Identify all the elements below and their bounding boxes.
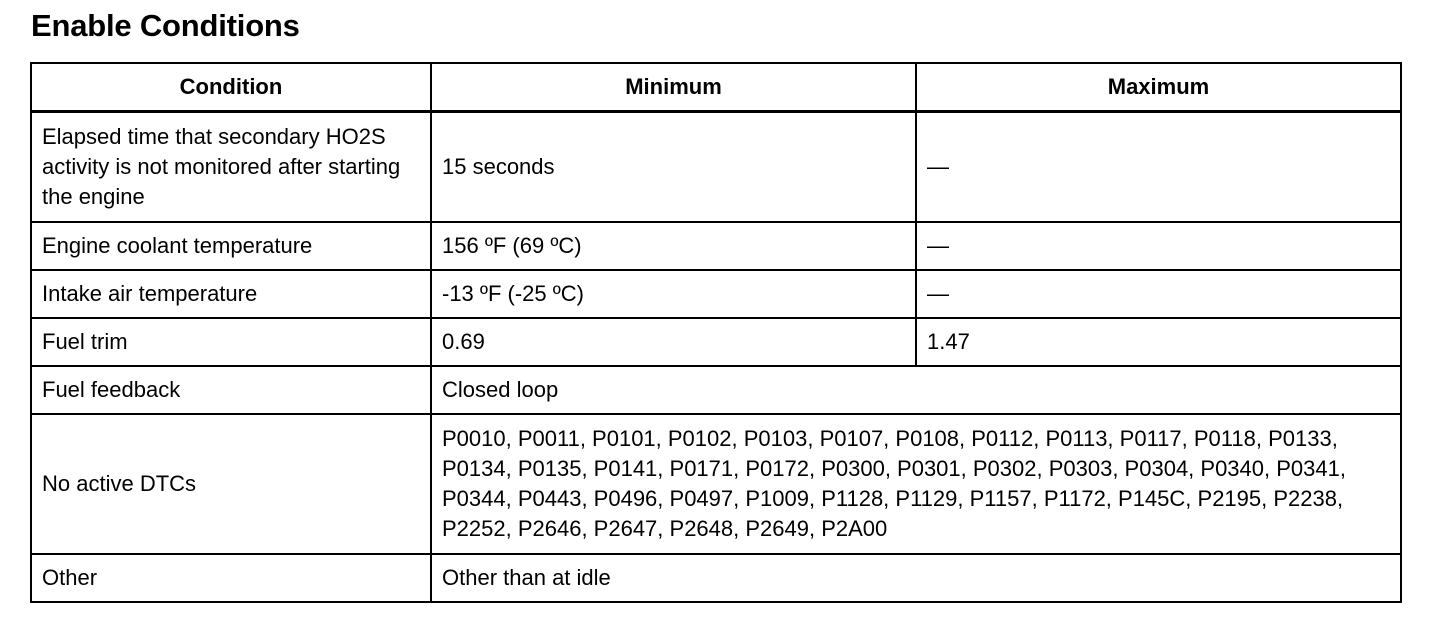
minimum-cell: 156 ºF (69 ºC) bbox=[431, 222, 916, 270]
table-row bbox=[31, 270, 1401, 318]
table-row bbox=[31, 554, 1401, 602]
maximum-cell: — bbox=[916, 112, 1401, 223]
condition-cell: Elapsed time that secondary HO2S activity is not monitored after starting the engine bbox=[31, 112, 431, 223]
condition-cell: Intake air temperature bbox=[31, 270, 431, 318]
column-header-minimum: Minimum bbox=[431, 63, 916, 112]
page-title: Enable Conditions bbox=[31, 8, 300, 43]
dtc-list-cell: P0010, P0011, P0101, P0102, P0103, P0107, P0108, P0112, P0113, P0117, P0118, P0133, P0134, P0135, P0141, P0171, P0172, P0300, P0301, P0302, P0303, P0304, P0340, P0341, P0344, P0443, P0496, P0497, P1009, P1128, P1129, P1157, P1172, P145C, P2195, P2238, P2252, P2646, P2647, P2648, P2649, P2A00 bbox=[431, 414, 1401, 554]
value-cell: Other than at idle bbox=[431, 554, 1401, 602]
condition-cell: Other bbox=[31, 554, 431, 602]
column-header-maximum: Maximum bbox=[916, 63, 1401, 112]
minimum-cell: 15 seconds bbox=[431, 112, 916, 223]
condition-cell: No active DTCs bbox=[31, 414, 431, 554]
table-header-row bbox=[31, 63, 1401, 112]
maximum-cell: — bbox=[916, 222, 1401, 270]
column-header-condition: Condition bbox=[31, 63, 431, 112]
table-row bbox=[31, 414, 1401, 554]
condition-cell: Fuel feedback bbox=[31, 366, 431, 414]
table-row bbox=[31, 112, 1401, 223]
maximum-cell: — bbox=[916, 270, 1401, 318]
condition-cell: Fuel trim bbox=[31, 318, 431, 366]
value-cell: Closed loop bbox=[431, 366, 1401, 414]
minimum-cell: 0.69 bbox=[431, 318, 916, 366]
table-row bbox=[31, 318, 1401, 366]
table-row bbox=[31, 366, 1401, 414]
maximum-cell: 1.47 bbox=[916, 318, 1401, 366]
minimum-cell: -13 ºF (-25 ºC) bbox=[431, 270, 916, 318]
condition-cell: Engine coolant temperature bbox=[31, 222, 431, 270]
enable-conditions-table bbox=[30, 62, 1402, 603]
table-row bbox=[31, 222, 1401, 270]
